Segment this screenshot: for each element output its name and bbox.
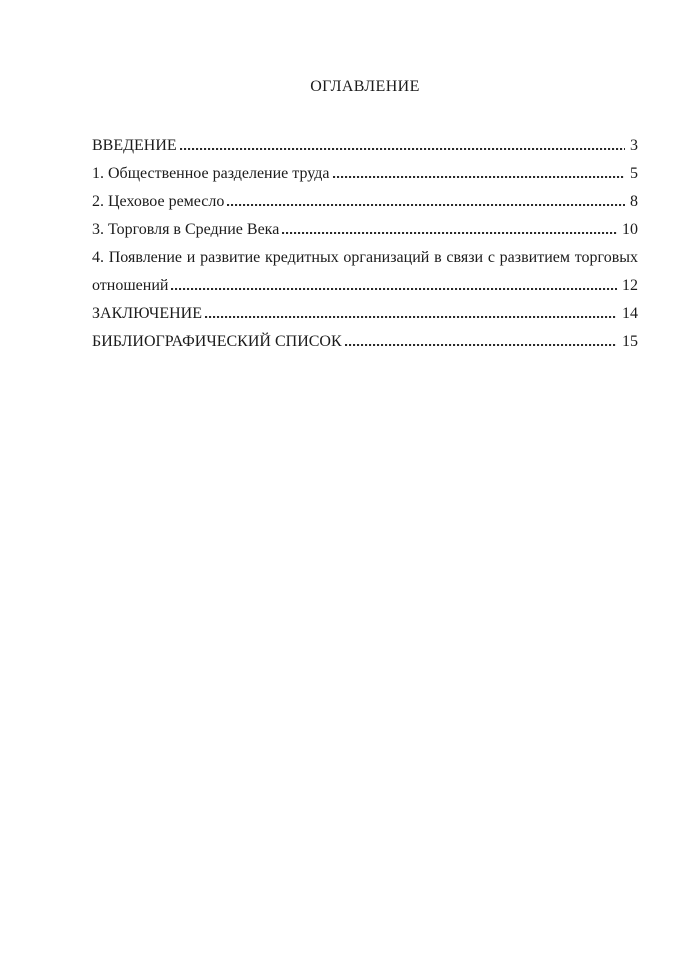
toc-entry-bibliography[interactable] — [92, 328, 638, 356]
toc-entry-label-line1: 4. Появление и развитие кредитных организаций в связи с развитием торговых — [92, 249, 638, 266]
page-title: ОГЛАВЛЕНИЕ — [310, 78, 420, 95]
toc-entry-introduction[interactable] — [92, 132, 638, 160]
toc-entry-page: 14 — [622, 305, 638, 322]
toc-entry-chapter-3[interactable] — [92, 216, 638, 244]
table-of-contents — [92, 132, 638, 356]
toc-entry-chapter-4[interactable] — [92, 244, 638, 300]
toc-entry-label: 1. Общественное разделение труда — [92, 165, 330, 182]
toc-entry-page: 3 — [630, 137, 638, 154]
toc-entry-label: 2. Цеховое ремесло — [92, 193, 225, 210]
dot-leader — [171, 288, 617, 290]
dot-leader — [345, 344, 617, 346]
toc-entry-label-line2-row — [92, 272, 638, 300]
toc-entry-conclusion[interactable] — [92, 300, 638, 328]
dot-leader — [227, 204, 625, 206]
dot-leader — [333, 176, 626, 178]
toc-entry-page: 10 — [622, 221, 638, 238]
toc-entry-label: 3. Торговля в Средние Века — [92, 221, 280, 238]
toc-entry-label: ЗАКЛЮЧЕНИЕ — [92, 305, 202, 322]
toc-entry-chapter-1[interactable] — [92, 160, 638, 188]
dot-leader — [180, 148, 625, 150]
toc-entry-page: 15 — [622, 333, 638, 350]
toc-entry-page: 8 — [630, 193, 638, 210]
toc-entry-label-continued: отношений — [92, 277, 169, 294]
toc-entry-label: БИБЛИОГРАФИЧЕСКИЙ СПИСОК — [92, 333, 342, 350]
toc-entry-label: ВВЕДЕНИЕ — [92, 137, 177, 154]
dot-leader — [205, 316, 617, 318]
toc-entry-page: 12 — [622, 277, 638, 294]
toc-entry-chapter-2[interactable] — [92, 188, 638, 216]
toc-entry-page: 5 — [630, 165, 638, 182]
dot-leader — [282, 232, 617, 234]
